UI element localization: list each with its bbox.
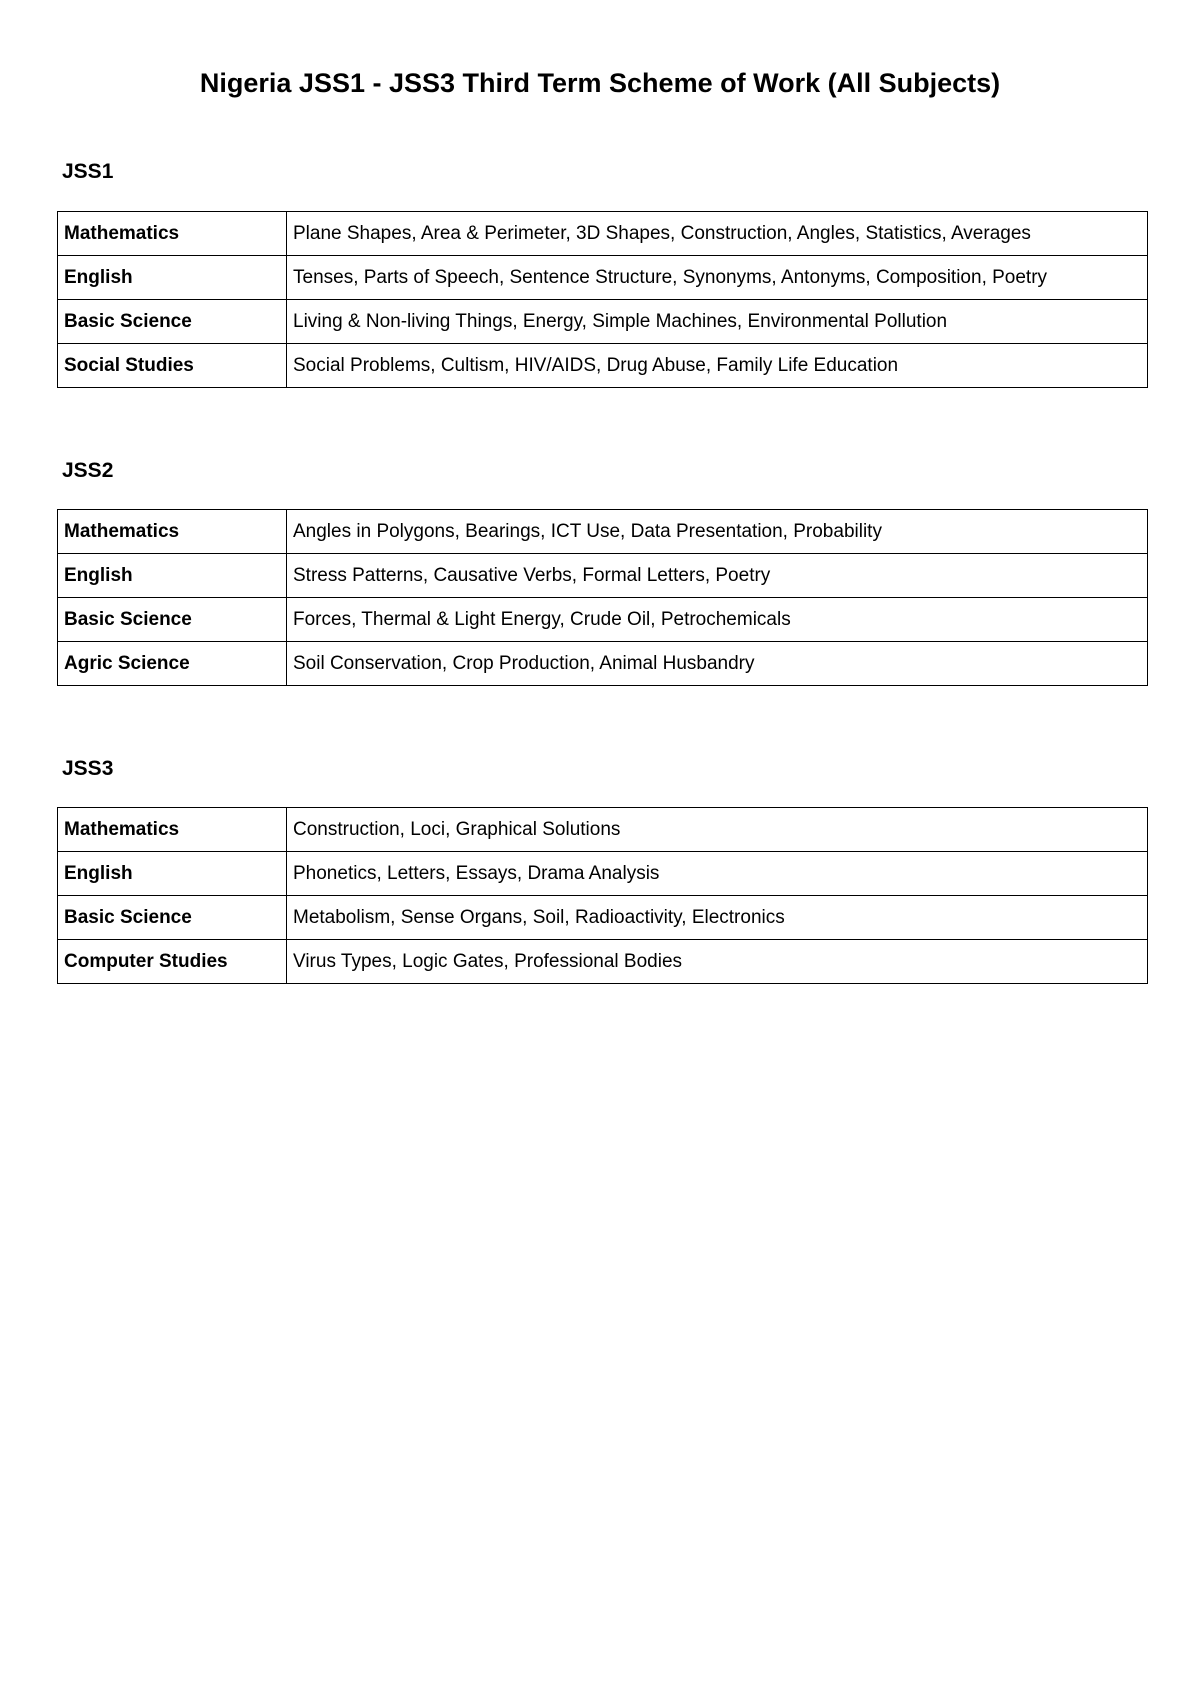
topics-cell: Phonetics, Letters, Essays, Drama Analysis <box>287 852 1148 896</box>
topics-cell: Metabolism, Sense Organs, Soil, Radioactivity, Electronics <box>287 896 1148 940</box>
table-row <box>58 852 1148 896</box>
subject-cell: English <box>58 256 287 300</box>
scheme-table-jss3 <box>57 807 1148 984</box>
subject-cell: Agric Science <box>58 642 287 686</box>
section-heading-jss3: JSS3 <box>62 757 114 780</box>
subject-cell: Mathematics <box>58 510 287 554</box>
section-heading-jss1: JSS1 <box>62 160 114 183</box>
table-row <box>58 256 1148 300</box>
topics-cell: Angles in Polygons, Bearings, ICT Use, Data Presentation, Probability <box>287 510 1148 554</box>
table-row <box>58 808 1148 852</box>
topics-cell: Social Problems, Cultism, HIV/AIDS, Drug Abuse, Family Life Education <box>287 344 1148 388</box>
topics-cell: Soil Conservation, Crop Production, Animal Husbandry <box>287 642 1148 686</box>
table-row <box>58 510 1148 554</box>
table-row <box>58 896 1148 940</box>
subject-cell: Mathematics <box>58 212 287 256</box>
subject-cell: Mathematics <box>58 808 287 852</box>
subject-cell: Computer Studies <box>58 940 287 984</box>
subject-cell: Basic Science <box>58 896 287 940</box>
section-heading-jss2: JSS2 <box>62 459 114 482</box>
subject-cell: English <box>58 554 287 598</box>
page-title: Nigeria JSS1 - JSS3 Third Term Scheme of Work (All Subjects) <box>199 68 1001 98</box>
table-row <box>58 598 1148 642</box>
table-row <box>58 300 1148 344</box>
table-row <box>58 344 1148 388</box>
table-row <box>58 940 1148 984</box>
topics-cell: Virus Types, Logic Gates, Professional Bodies <box>287 940 1148 984</box>
subject-cell: Social Studies <box>58 344 287 388</box>
scheme-table-jss1 <box>57 211 1148 388</box>
table-row <box>58 212 1148 256</box>
subject-cell: Basic Science <box>58 598 287 642</box>
subject-cell: English <box>58 852 287 896</box>
topics-cell: Tenses, Parts of Speech, Sentence Structure, Synonyms, Antonyms, Composition, Poetry <box>287 256 1148 300</box>
topics-cell: Construction, Loci, Graphical Solutions <box>287 808 1148 852</box>
scheme-table-jss2 <box>57 509 1148 686</box>
topics-cell: Plane Shapes, Area & Perimeter, 3D Shapes, Construction, Angles, Statistics, Averages <box>287 212 1148 256</box>
topics-cell: Forces, Thermal & Light Energy, Crude Oil, Petrochemicals <box>287 598 1148 642</box>
table-row <box>58 554 1148 598</box>
table-row <box>58 642 1148 686</box>
subject-cell: Basic Science <box>58 300 287 344</box>
topics-cell: Stress Patterns, Causative Verbs, Formal Letters, Poetry <box>287 554 1148 598</box>
topics-cell: Living & Non-living Things, Energy, Simple Machines, Environmental Pollution <box>287 300 1148 344</box>
